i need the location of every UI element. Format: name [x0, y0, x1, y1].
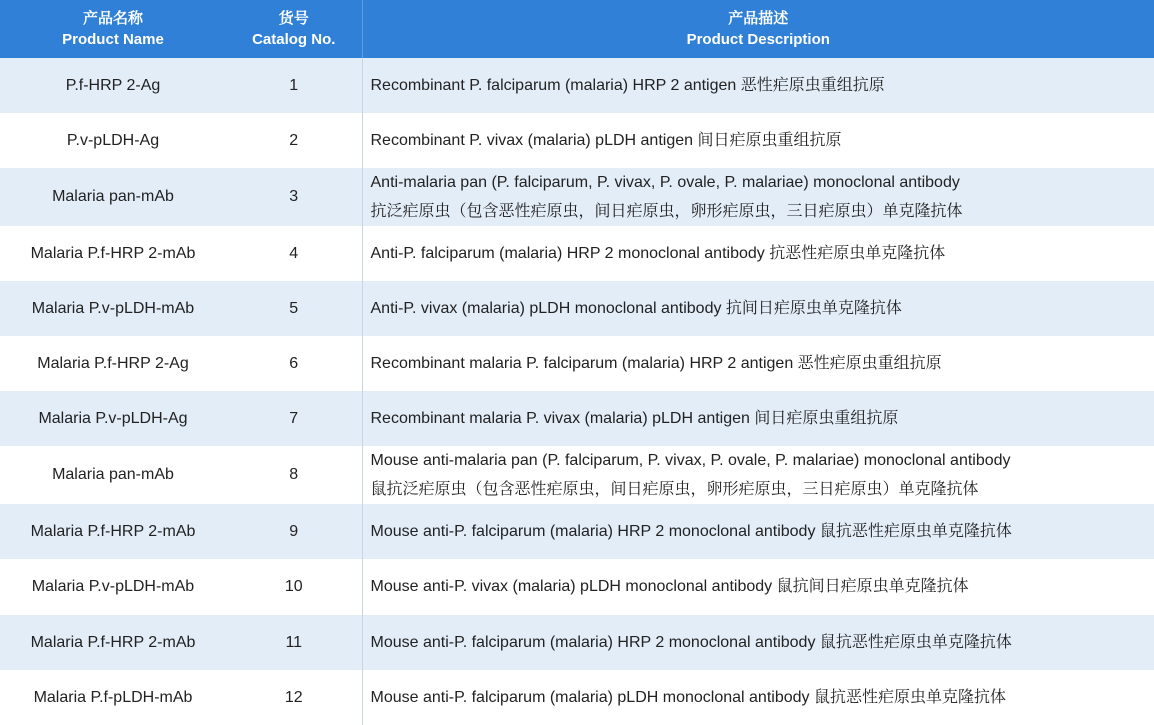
description-line: Recombinant P. falciparum (malaria) HRP 2 antigen 恶性疟原虫重组抗原: [371, 72, 1154, 100]
table-row: [0, 391, 1154, 446]
catalog-no-cell: 6: [226, 336, 362, 391]
product-description-cell: [362, 504, 1154, 559]
catalog-no-cell: 1: [226, 58, 362, 113]
description-line: 抗泛疟原虫（包含恶性疟原虫，间日疟原虫，卵形疟原虫，三日疟原虫）单克隆抗体: [371, 197, 1154, 226]
product-name-cell: Malaria P.v-pLDH-mAb: [0, 559, 226, 615]
product-description-cell: [362, 281, 1154, 336]
product-name-cell: Malaria P.v-pLDH-Ag: [0, 391, 226, 446]
product-description-cell: [362, 336, 1154, 391]
catalog-no-cell: 10: [226, 559, 362, 615]
header-product-description: [362, 0, 1154, 58]
catalog-no-cell: 4: [226, 226, 362, 281]
description-line: Anti-malaria pan (P. falciparum, P. vivax, P. ovale, P. malariae) monoclonal antibody: [371, 168, 1154, 197]
description-line: Recombinant malaria P. falciparum (malaria) HRP 2 antigen 恶性疟原虫重组抗原: [371, 350, 1154, 378]
catalog-no-cell: 8: [226, 446, 362, 504]
header-catalog-no: [226, 0, 362, 58]
product-name-cell: P.v-pLDH-Ag: [0, 113, 226, 168]
catalog-no-cell: 3: [226, 168, 362, 226]
product-description-cell: [362, 559, 1154, 615]
description-line: Mouse anti-P. vivax (malaria) pLDH monoclonal antibody 鼠抗间日疟原虫单克隆抗体: [371, 573, 1154, 601]
table-row: [0, 336, 1154, 391]
table-body: [0, 58, 1154, 725]
catalog-no-cell: 12: [226, 670, 362, 725]
header-product-description-zh: 产品描述: [363, 8, 1154, 29]
table-row: [0, 446, 1154, 504]
table-row: [0, 670, 1154, 725]
table-row: [0, 615, 1154, 670]
header-catalog-no-en: Catalog No.: [226, 29, 362, 50]
product-name-cell: Malaria P.v-pLDH-mAb: [0, 281, 226, 336]
table-row: [0, 504, 1154, 559]
description-line: Anti-P. vivax (malaria) pLDH monoclonal antibody 抗间日疟原虫单克隆抗体: [371, 295, 1154, 323]
product-description-cell: [362, 446, 1154, 504]
table-row: [0, 559, 1154, 615]
description-line: Anti-P. falciparum (malaria) HRP 2 monoclonal antibody 抗恶性疟原虫单克隆抗体: [371, 240, 1154, 268]
catalog-no-cell: 2: [226, 113, 362, 168]
header-product-description-en: Product Description: [363, 29, 1154, 50]
product-description-cell: [362, 58, 1154, 113]
catalog-no-cell: 7: [226, 391, 362, 446]
description-line: Mouse anti-P. falciparum (malaria) HRP 2 monoclonal antibody 鼠抗恶性疟原虫单克隆抗体: [371, 518, 1154, 546]
catalog-no-cell: 9: [226, 504, 362, 559]
product-name-cell: P.f-HRP 2-Ag: [0, 58, 226, 113]
product-name-cell: Malaria pan-mAb: [0, 446, 226, 504]
header-catalog-no-zh: 货号: [226, 8, 362, 29]
product-name-cell: Malaria pan-mAb: [0, 168, 226, 226]
description-line: Mouse anti-malaria pan (P. falciparum, P. vivax, P. ovale, P. malariae) monoclonal antibody: [371, 446, 1154, 475]
product-description-cell: [362, 113, 1154, 168]
product-description-cell: [362, 226, 1154, 281]
description-line: Mouse anti-P. falciparum (malaria) HRP 2 monoclonal antibody 鼠抗恶性疟原虫单克隆抗体: [371, 629, 1154, 657]
table-row: [0, 168, 1154, 226]
product-name-cell: Malaria P.f-HRP 2-mAb: [0, 504, 226, 559]
table-row: [0, 226, 1154, 281]
table-row: [0, 281, 1154, 336]
header-product-name: [0, 0, 226, 58]
product-name-cell: Malaria P.f-HRP 2-Ag: [0, 336, 226, 391]
product-name-cell: Malaria P.f-HRP 2-mAb: [0, 226, 226, 281]
description-line: Mouse anti-P. falciparum (malaria) pLDH monoclonal antibody 鼠抗恶性疟原虫单克隆抗体: [371, 684, 1154, 712]
product-description-cell: [362, 670, 1154, 725]
header-product-name-en: Product Name: [0, 29, 226, 50]
description-line: 鼠抗泛疟原虫（包含恶性疟原虫，间日疟原虫，卵形疟原虫，三日疟原虫）单克隆抗体: [371, 475, 1154, 504]
product-description-cell: [362, 391, 1154, 446]
product-description-cell: [362, 168, 1154, 226]
header-product-name-zh: 产品名称: [0, 8, 226, 29]
product-name-cell: Malaria P.f-pLDH-mAb: [0, 670, 226, 725]
catalog-no-cell: 11: [226, 615, 362, 670]
table-row: [0, 113, 1154, 168]
product-name-cell: Malaria P.f-HRP 2-mAb: [0, 615, 226, 670]
description-line: Recombinant malaria P. vivax (malaria) pLDH antigen 间日疟原虫重组抗原: [371, 405, 1154, 433]
product-description-cell: [362, 615, 1154, 670]
description-line: Recombinant P. vivax (malaria) pLDH antigen 间日疟原虫重组抗原: [371, 127, 1154, 155]
table-header: [0, 0, 1154, 58]
table-row: [0, 58, 1154, 113]
catalog-no-cell: 5: [226, 281, 362, 336]
